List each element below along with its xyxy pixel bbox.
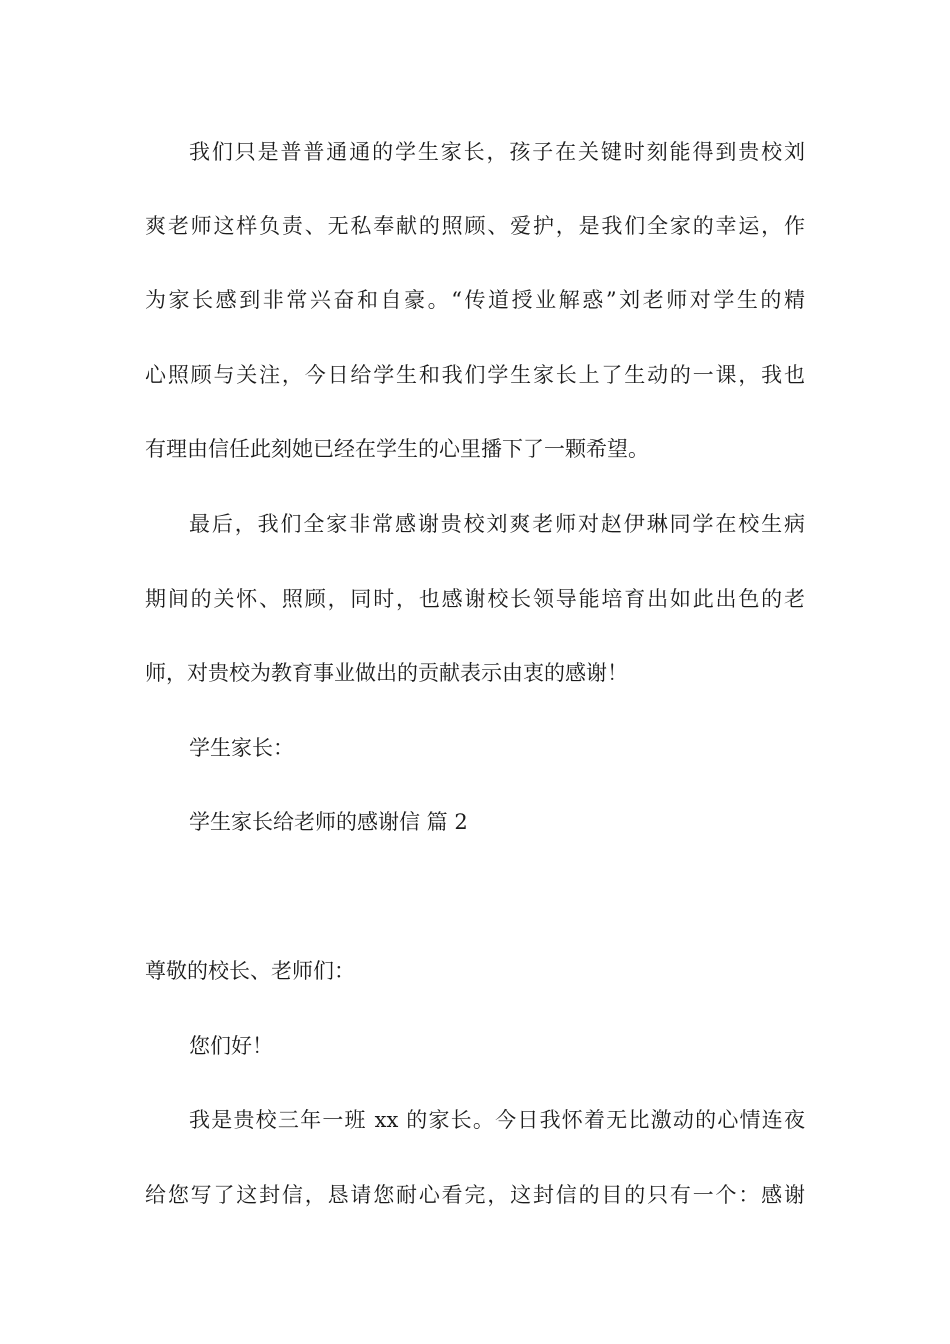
paragraph-2-line-2: 期间的关怀、照顾，同时，也感谢校长领导能培育出如此出色的老 <box>145 587 805 611</box>
salutation: 尊敬的校长、老师们： <box>145 959 355 983</box>
paragraph-1-line-5: 有理由信任此刻她已经在学生的心里播下了一颗希望。 <box>145 437 649 461</box>
paragraph-3-line-2: 给您写了这封信，恳请您耐心看完，这封信的目的只有一个：感谢 <box>145 1183 805 1207</box>
paragraph-1-line-1: 我们只是普普通通的学生家长，孩子在关键时刻能得到贵校刘 <box>189 140 805 164</box>
greeting: 您们好！ <box>189 1034 273 1058</box>
paragraph-1-line-2: 爽老师这样负责、无私奉献的照顾、爱护，是我们全家的幸运，作 <box>145 214 805 238</box>
signature-line: 学生家长： <box>189 736 294 760</box>
paragraph-1-line-4: 心照顾与关注，今日给学生和我们学生家长上了生动的一课，我也 <box>145 363 805 387</box>
section-heading: 学生家长给老师的感谢信 篇 2 <box>189 810 468 834</box>
paragraph-3-line-1: 我是贵校三年一班 xx 的家长。今日我怀着无比激动的心情连夜 <box>189 1108 805 1132</box>
paragraph-2-line-3: 师，对贵校为教育事业做出的贡献表示由衷的感谢！ <box>145 661 628 685</box>
paragraph-2-line-1: 最后，我们全家非常感谢贵校刘爽老师对赵伊琳同学在校生病 <box>189 512 805 536</box>
paragraph-1-line-3: 为家长感到非常兴奋和自豪。“传道授业解惑”刘老师对学生的精 <box>145 288 805 312</box>
